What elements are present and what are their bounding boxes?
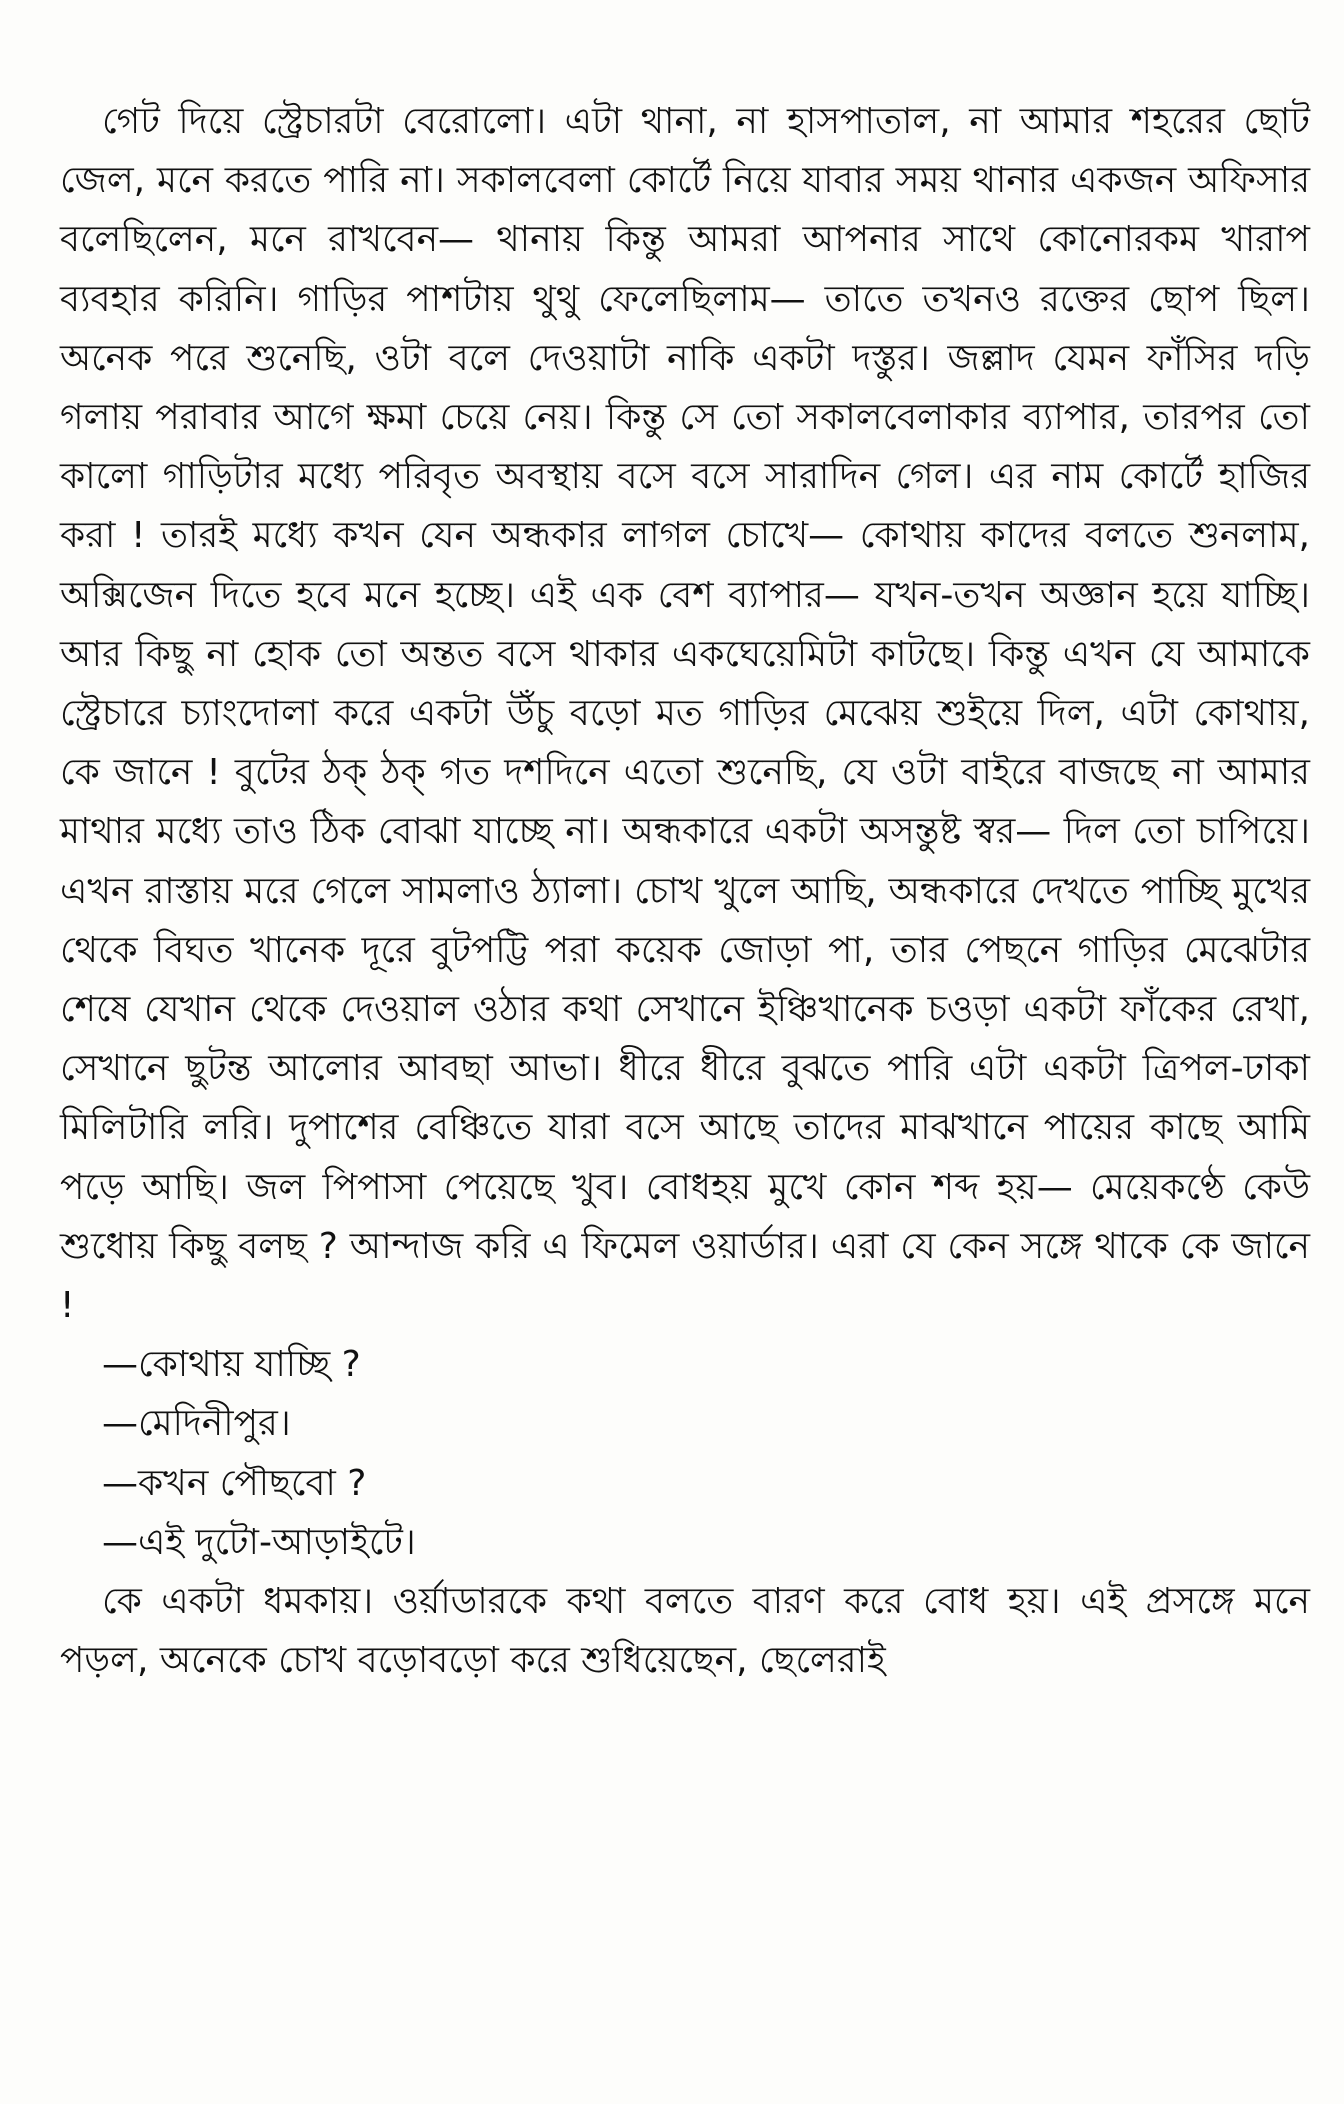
body-paragraph: গেট দিয়ে স্ট্রেচারটা বেরোলো। এটা থানা, না হাসপাতাল, না আমার শহরের ছোট জেল, মনে করতে পারি না। সকালবেলা কোর্টে নিয়ে যাবার সময় থানার একজন অফিসার বলেছিলেন, মনে রাখবেন— থানায় কিন্তু আমরা আপনার সাথে কোনোরকম খারাপ ব্যবহার করিনি। গাড়ির পাশটায় থুথু ফেলেছিলাম— তাতে তখনও রক্তের ছোপ ছিল। অনেক পরে শুনেছি, ওটা বলে দেওয়াটা নাকি একটা দস্তুর। জল্লাদ যেমন ফাঁসির দড়ি গলায় পরাবার আগে ক্ষমা চেয়ে নেয়। কিন্তু সে তো সকালবেলাকার ব্যাপার, তারপর তো কালো গাড়িটার মধ্যে পরিবৃত অবস্থায় বসে বসে সারাদিন গেল। এর নাম কোর্টে হাজির করা ! তারই মধ্যে কখন যেন অন্ধকার লাগল চোখে— কোথায় কাদের বলতে শুনলাম, অক্সিজেন দিতে হবে মনে হচ্ছে। এই এক বেশ ব্যাপার— যখন-তখন অজ্ঞান হয়ে যাচ্ছি। আর কিছু না হোক তো অন্তত বসে থাকার একঘেয়েমিটা কাটছে। কিন্তু এখন যে আমাকে স্ট্রেচারে চ্যাংদোলা করে একটা উঁচু বড়ো মত গাড়ির মেঝেয় শুইয়ে দিল, এটা কোথায়, কে জানে ! বুটের ঠক্ ঠক্ গত দশদিনে এতো শুনেছি, যে ওটা বাইরে বাজছে না আমার মাথার মধ্যে তাও ঠিক বোঝা যাচ্ছে না। অন্ধকারে একটা অসন্তুষ্ট স্বর— দিল তো চাপিয়ে। এখন রাস্তায় মরে গেলে সামলাও ঠ্যালা। চোখ খুলে আছি, অন্ধকারে দেখতে পাচ্ছি মুখের থেকে বিঘত খানেক দূরে বুটপট্টি পরা কয়েক জোড়া পা, তার পেছনে গাড়ির মেঝেটার শেষে যেখান থেকে দেওয়াল ওঠার কথা সেখানে ইঞ্চিখানেক চওড়া একটা ফাঁকের রেখা, সেখানে ছুটন্ত আলোর আবছা আভা। ধীরে ধীরে বুঝতে পারি এটা একটা ত্রিপল-ঢাকা মিলিটারি লরি। দুপাশের বেঞ্চিতে যারা বসে আছে তাদের মাঝখানে পায়ের কাছে আমি পড়ে আছি। জল পিপাসা পেয়েছে খুব। বোধহয় মুখে কোন শব্দ হয়— মেয়েকণ্ঠে কেউ শুধোয় কিছু বলছ ? আন্দাজ করি এ ফিমেল ওয়ার্ডার। এরা যে কেন সঙ্গে থাকে কে জানে ! [60,101,1310,1327]
page-text [60,92,1310,1690]
dialogue-line-where: —কোথায় যাচ্ছি ? [102,1344,361,1386]
dialogue-line-when: —কখন পৌছবো ? [102,1462,367,1504]
closing-paragraph: কে একটা ধমকায়। ওর্য়াডারকে কথা বলতে বারণ করে বোধ হয়। এই প্রসঙ্গে মনে পড়ল, অনেকে চোখ বড়োবড়ো করে শুধিয়েছেন, ছেলেরাই [60,1581,1310,1682]
dialogue-line-medinipur: —মেদিনীপুর। [102,1403,291,1445]
dialogue-line-time: —এই দুটো-আড়াইটে। [102,1521,416,1563]
